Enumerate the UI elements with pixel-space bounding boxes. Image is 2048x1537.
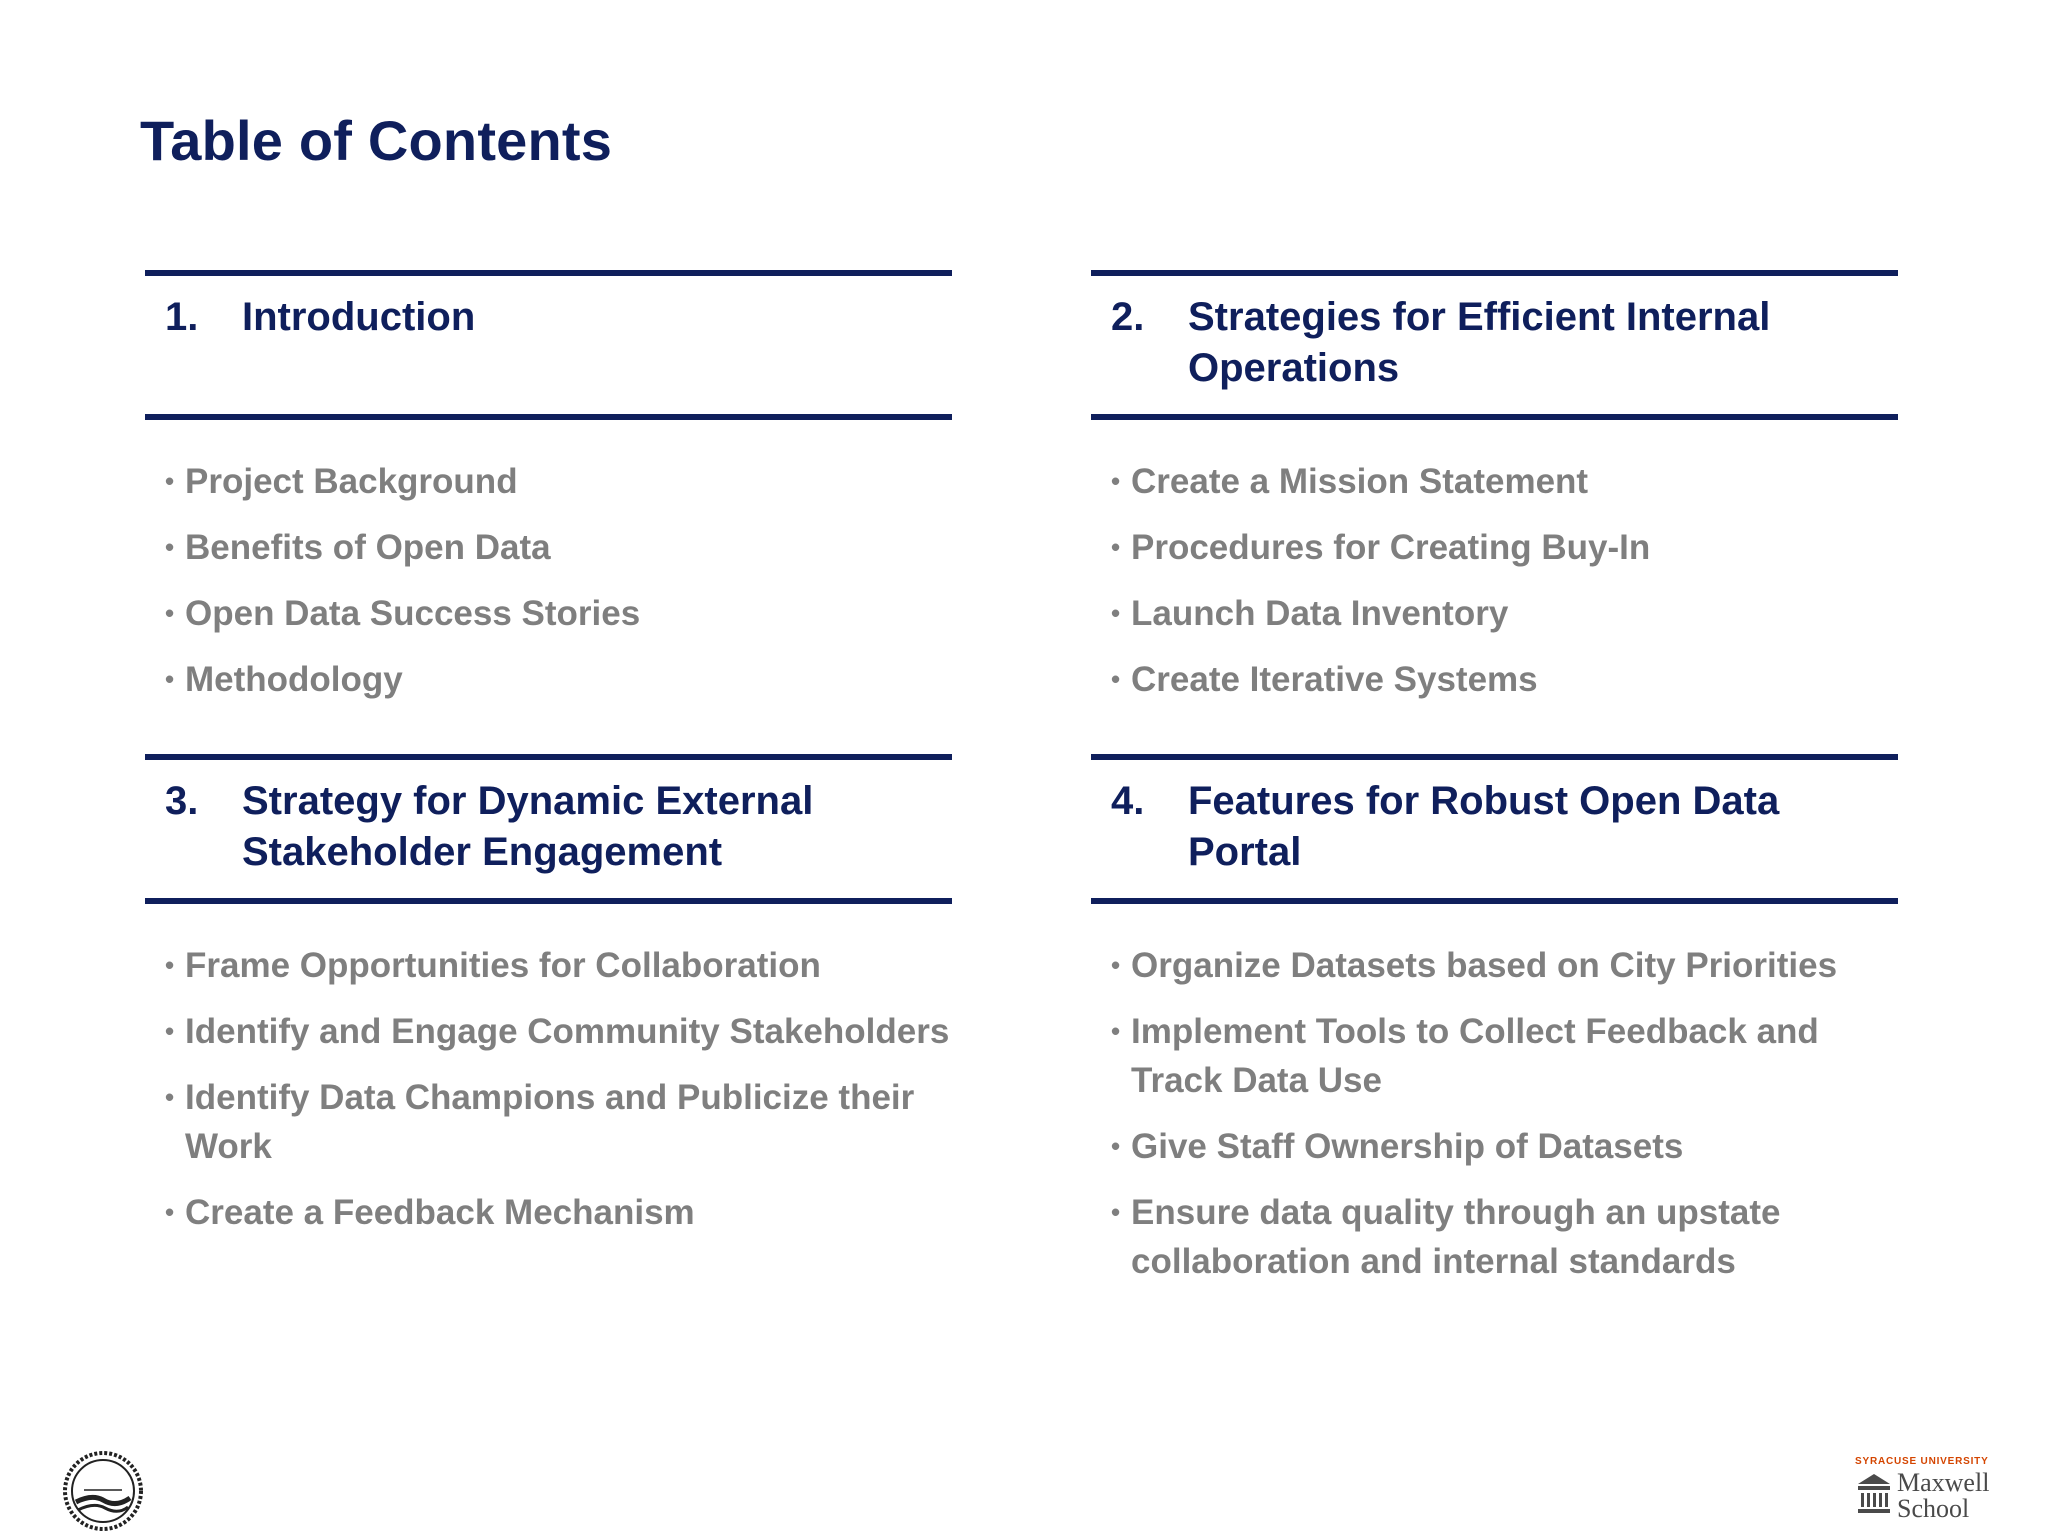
- page-title: Table of Contents: [140, 109, 613, 172]
- toc-section-internal-operations: [1091, 270, 1898, 721]
- section-title: Features for Robust Open Data Portal: [1188, 779, 1780, 874]
- list-item: • Frame Opportunities for Collaboration: [165, 941, 952, 990]
- list-item: • Create Iterative Systems: [1111, 655, 1898, 704]
- section-title: Introduction: [242, 295, 476, 339]
- bullet-icon: •: [1111, 664, 1121, 694]
- section-header: [1091, 754, 1898, 904]
- list-item: • Identify and Engage Community Stakeholders: [165, 1007, 952, 1056]
- bullet-icon: •: [165, 950, 175, 980]
- list-item: • Launch Data Inventory: [1111, 589, 1898, 638]
- bullet-icon: •: [165, 598, 175, 628]
- city-seal-logo: [62, 1450, 144, 1532]
- section-number: 3.: [165, 779, 199, 823]
- section-header: [145, 270, 952, 420]
- list-item: • Organize Datasets based on City Priorities: [1111, 941, 1898, 990]
- bullet-icon: •: [1111, 1197, 1121, 1227]
- list-item: • Create a Feedback Mechanism: [165, 1188, 952, 1237]
- list-item: • Benefits of Open Data: [165, 523, 952, 572]
- list-item: • Create a Mission Statement: [1111, 457, 1898, 506]
- university-label: SYRACUSE UNIVERSITY: [1855, 1456, 1989, 1467]
- building-icon: [1857, 1472, 1891, 1516]
- maxwell-school-logo: [1855, 1456, 2005, 1522]
- school-name-line1: Maxwell: [1897, 1468, 1990, 1497]
- bullet-icon: •: [165, 664, 175, 694]
- list-item: • Give Staff Ownership of Datasets: [1111, 1122, 1898, 1171]
- list-item: • Open Data Success Stories: [165, 589, 952, 638]
- section-items: [145, 941, 952, 1237]
- list-item: • Project Background: [165, 457, 952, 506]
- section-items: [1091, 457, 1898, 704]
- section-header: [1091, 270, 1898, 420]
- section-header: [145, 754, 952, 904]
- toc-section-stakeholder-engagement: [145, 754, 952, 1254]
- list-item: • Methodology: [165, 655, 952, 704]
- list-item: • Ensure data quality through an upstate collaboration and internal standards: [1111, 1188, 1898, 1286]
- list-item: • Procedures for Creating Buy-In: [1111, 523, 1898, 572]
- list-item: • Implement Tools to Collect Feedback and Track Data Use: [1111, 1007, 1898, 1105]
- bullet-icon: •: [1111, 598, 1121, 628]
- bullet-icon: •: [165, 1082, 175, 1112]
- section-number: 2.: [1111, 295, 1145, 339]
- toc-section-introduction: [145, 270, 952, 721]
- bullet-icon: •: [165, 1197, 175, 1227]
- bullet-icon: •: [1111, 1016, 1121, 1046]
- bullet-icon: •: [165, 466, 175, 496]
- school-name-line2: School: [1897, 1494, 1970, 1523]
- section-number: 1.: [165, 295, 199, 339]
- city-seal-icon: [62, 1450, 144, 1532]
- list-item: • Identify Data Champions and Publicize their Work: [165, 1073, 952, 1171]
- section-items: [1091, 941, 1898, 1286]
- section-title: Strategy for Dynamic External Stakeholder Engagement: [242, 779, 814, 874]
- bullet-icon: •: [1111, 532, 1121, 562]
- toc-section-open-data-portal: [1091, 754, 1898, 1303]
- bullet-icon: •: [165, 1016, 175, 1046]
- bullet-icon: •: [165, 532, 175, 562]
- section-items: [145, 457, 952, 704]
- section-number: 4.: [1111, 779, 1145, 823]
- bullet-icon: •: [1111, 950, 1121, 980]
- bullet-icon: •: [1111, 1131, 1121, 1161]
- bullet-icon: •: [1111, 466, 1121, 496]
- section-title: Strategies for Efficient Internal Operations: [1188, 295, 1771, 390]
